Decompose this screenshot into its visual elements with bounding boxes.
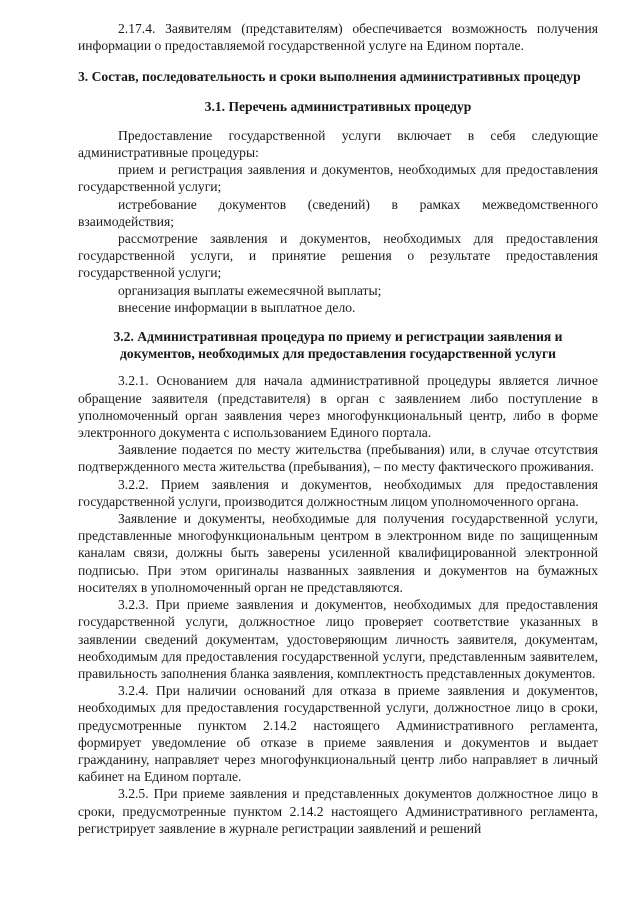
paragraph-2-17-4: 2.17.4. Заявителям (представителям) обеспечивается возможность получения информации о предоставляемой государственной услуге на Едином портале. [78,21,598,54]
procedures-intro: Предоставление государственной услуги включает в себя следующие административные процедуры: [78,127,598,161]
paragraph-3-2-5: 3.2.5. При приеме заявления и представленных документов должностное лицо в сроки, предусмотренные пунктом 2.14.2 настоящего Административного регламента, регистрирует заявление в журнале регистрации заявлений и решений [78,786,598,836]
procedure-item: истребование документов (сведений) в рамках межведомственного взаимодействия; [78,196,598,229]
paragraph-3-2-4: 3.2.4. При наличии оснований для отказа в приеме заявления и документов, необходимых для предоставления государственной услуги, должностное лицо в сроки, предусмотренные пунктом 2.14.2 настоящего Административного регламента, формирует уведомление об отказе в приеме заявления и документов и выдает гражданину, направляет через многофункциональный центр либо направляет в личный кабинет на Едином портале. [78,683,598,785]
paragraph-3-2-1: 3.2.1. Основанием для начала административной процедуры является личное обращение заявителя (представителя) в орган с заявлением либо поступление в уполномоченный орган заявления через многофункциональный центр, либо в форме электронного документа с использованием Единого портала. [78,373,598,441]
paragraph-residence: Заявление подается по месту жительства (пребывания) или, в случае отсутствия подтвержденного места жительства (пребывания), – по месту фактического проживания. [78,442,598,475]
section-3-1-heading: 3.1. Перечень административных процедур [204,98,472,114]
procedure-item: прием и регистрация заявления и документов, необходимых для предоставления государственной услуги; [78,162,598,195]
section-3-2-heading: 3.2. Административная процедура по приему и регистрации заявления и документов, необходимых для предоставления государственной услуги [113,329,563,362]
procedure-item: организация выплаты ежемесячной выплаты; [118,282,382,298]
section-3-heading: 3. Состав, последовательность и сроки выполнения административных процедур [78,69,581,85]
paragraph-3-2-2: 3.2.2. Прием заявления и документов, необходимых для предоставления государственной услуги, производится должностным лицом уполномоченного органа. [78,476,598,509]
procedure-item: рассмотрение заявления и документов, необходимых для предоставления государственной услуги, и принятие решения о результате предоставления государственной услуги; [78,231,598,281]
document-page [78,20,598,837]
paragraph-3-2-3: 3.2.3. При приеме заявления и документов, необходимых для предоставления государственной услуги, должностное лицо проверяет соответствие указанных в заявлении сведений документам, удостоверяющим личность заявителя, документам, необходимым для предоставления государственной услуги, представленным заявителем, правильность заполнения бланка заявления, комплектность представленных документов. [78,597,598,681]
procedure-item: внесение информации в выплатное дело. [118,299,356,315]
paragraph-electronic-docs: Заявление и документы, необходимые для получения государственной услуги, представленные многофункциональным центром в электронном виде по защищенным каналам связи, должны быть заверены усиленной квалифицированной электронной подписью. При этом оригиналы названных заявления и документов на бумажных носителях в уполномоченный орган не представляются. [78,511,598,595]
